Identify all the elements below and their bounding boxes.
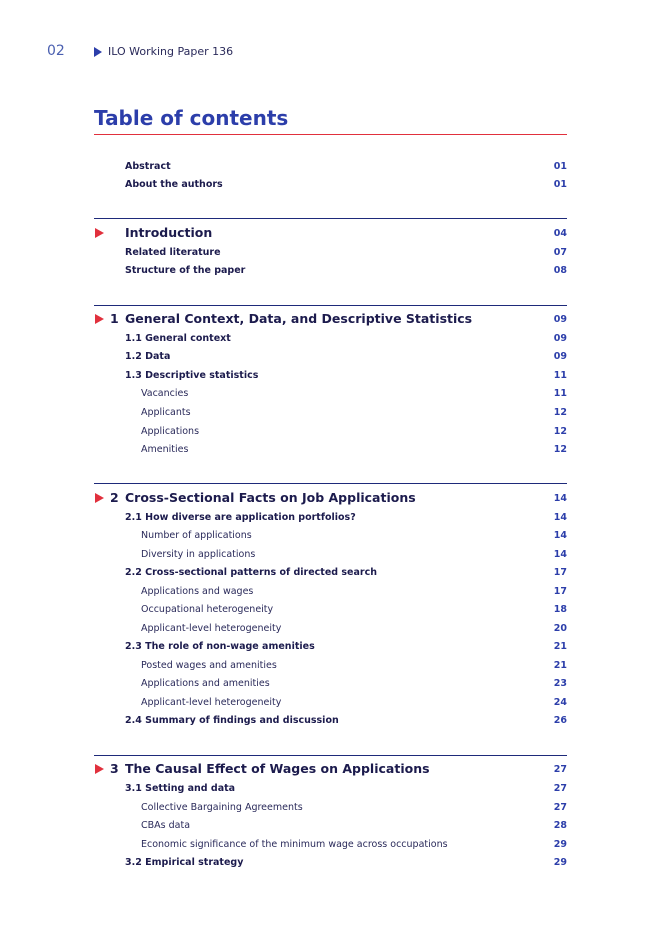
toc-subentry[interactable]: Applicant-level heterogeneity 20 [141, 623, 567, 634]
toc-entry[interactable]: 3.2 Empirical strategy 29 [125, 857, 567, 868]
toc-entry[interactable]: 2.3 The role of non-wage amenities 21 [125, 641, 567, 652]
toc-subentry[interactable]: Applicant-level heterogeneity 24 [141, 697, 567, 708]
toc-entry[interactable]: 1.2 Data 09 [125, 351, 567, 362]
toc-subentry[interactable]: Applications and wages 17 [141, 586, 567, 597]
running-header [94, 45, 233, 58]
section-marker-icon [95, 228, 104, 238]
toc-subentry[interactable]: Applications 12 [141, 426, 567, 437]
toc-subentry[interactable]: Applications and amenities 23 [141, 678, 567, 689]
toc-subentry[interactable]: Posted wages and amenities 21 [141, 660, 567, 671]
toc-section-introduction[interactable]: Introduction 04 [94, 225, 567, 243]
toc-entry[interactable]: Related literature 07 [125, 247, 567, 258]
toc-subentry[interactable]: Applicants 12 [141, 407, 567, 418]
play-triangle-icon [94, 47, 102, 57]
section-divider [94, 218, 567, 219]
toc-entry[interactable]: 2.1 How diverse are application portfolios? 14 [125, 512, 567, 523]
toc-entry-about-authors[interactable]: About the authors 01 [125, 179, 567, 190]
toc-subentry[interactable]: CBAs data 28 [141, 820, 567, 831]
section-divider [94, 755, 567, 756]
page-number: 02 [47, 43, 65, 59]
toc-subentry[interactable]: Collective Bargaining Agreements 27 [141, 802, 567, 813]
section-marker-icon [95, 764, 104, 774]
toc-section-chapter-1[interactable]: 1 General Context, Data, and Descriptive Statistics 09 [94, 311, 567, 329]
toc-section-chapter-2[interactable]: 2 Cross-Sectional Facts on Job Applications 14 [94, 490, 567, 508]
toc-entry[interactable]: 2.4 Summary of findings and discussion 26 [125, 715, 567, 726]
toc-entry[interactable]: 1.3 Descriptive statistics 11 [125, 370, 567, 381]
toc-subentry[interactable]: Diversity in applications 14 [141, 549, 567, 560]
toc-subentry[interactable]: Vacancies 11 [141, 388, 567, 399]
toc-title: Table of contents [94, 106, 289, 130]
section-divider [94, 305, 567, 306]
toc-subentry[interactable]: Occupational heterogeneity 18 [141, 604, 567, 615]
toc-subentry[interactable]: Amenities 12 [141, 444, 567, 455]
toc-subentry[interactable]: Economic significance of the minimum wage across occupations 29 [141, 839, 567, 850]
toc-entry[interactable]: Structure of the paper 08 [125, 265, 567, 276]
toc-entry[interactable]: 3.1 Setting and data 27 [125, 783, 567, 794]
section-marker-icon [95, 493, 104, 503]
section-marker-icon [95, 314, 104, 324]
toc-entry[interactable]: 1.1 General context 09 [125, 333, 567, 344]
title-divider [94, 134, 567, 135]
section-divider [94, 483, 567, 484]
toc-subentry[interactable]: Number of applications 14 [141, 530, 567, 541]
running-title: ILO Working Paper 136 [108, 45, 234, 58]
toc-entry-abstract[interactable]: Abstract 01 [125, 161, 567, 172]
toc-entry[interactable]: 2.2 Cross-sectional patterns of directed search 17 [125, 567, 567, 578]
toc-section-chapter-3[interactable]: 3 The Causal Effect of Wages on Applications 27 [94, 761, 567, 779]
